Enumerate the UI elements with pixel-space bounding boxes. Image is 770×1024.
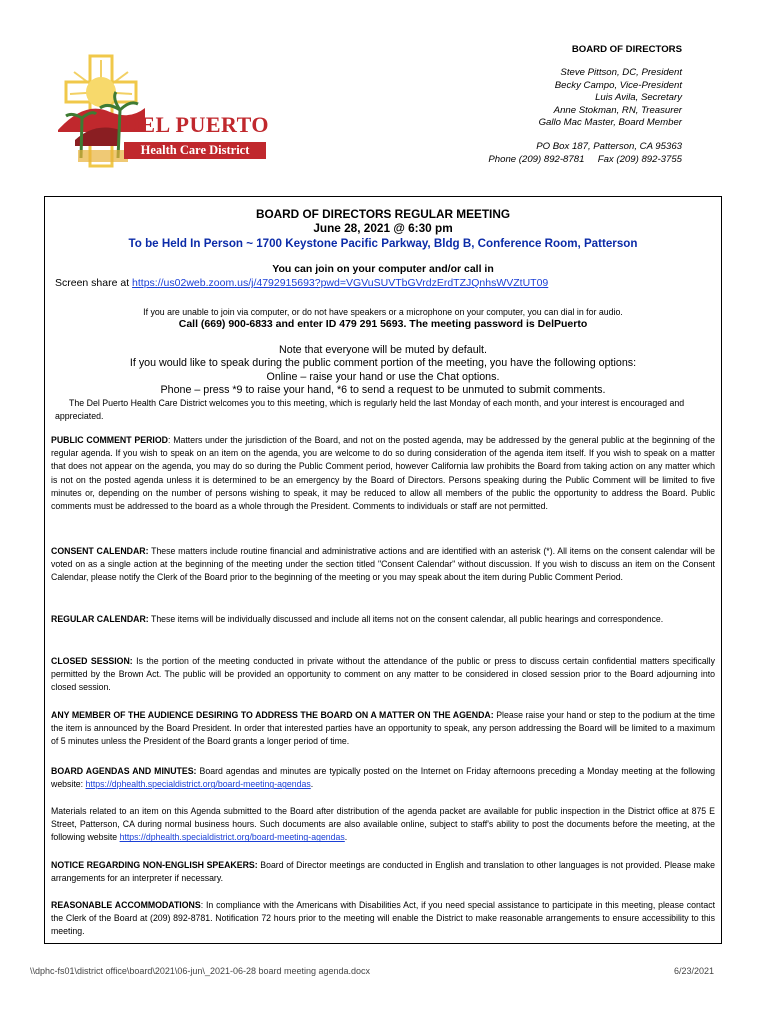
section-label: PUBLIC COMMENT PERIOD — [51, 435, 168, 445]
zoom-link[interactable]: https://us02web.zoom.us/j/4792915693?pwd=VGVuSUVTbGVrdzErdTZJQnhsWVZtUT09 — [132, 277, 549, 289]
welcome-text: The Del Puerto Health Care District welcomes you to this meeting, which is regularly held the last Monday of each month, and your interest is encouraged and appreciated. — [55, 398, 685, 421]
section-label: NOTICE REGARDING NON-ENGLISH SPEAKERS: — [51, 860, 258, 870]
section-text: : In compliance with the Americans with Disabilities Act, if you need special assistance to participate in this meeting, please contact the Clerk of the Board at (209) 892-8781. Notification 72 hours prior to the meeting will enable the District to make reasonable arrangements to ensure accessibility to this meeting. — [51, 900, 716, 937]
district-logo — [50, 50, 272, 172]
section-label: CONSENT CALENDAR: — [51, 546, 149, 556]
meeting-title: BOARD OF DIRECTORS REGULAR MEETING — [255, 207, 511, 221]
section-text-end: . — [310, 779, 314, 790]
section-text: These items will be individually discussed and include all items not on the consent calendar, all public hearings and correspondence. — [148, 614, 664, 624]
closed-session-section — [51, 655, 715, 695]
section-text: Board agendas and minutes are typically posted on the Internet on Friday afternoons preceding a Monday meeting at the following website: — [51, 766, 715, 790]
section-text: : Matters under the jurisdiction of the Board, and not on the posted agenda, may be addressed by the general public at the beginning of the regular agenda. If you wish to speak on an item on the agenda, you are welcome to do so during consideration of the agenda item itself. If you wish to speak on a matter that does not appear on the agenda, you may do so during the Public Comment period, however California law prohibits the Board from taking action on any matter which is not on the posted agenda unless it is determined to be an emergency by the Board of Directors. Persons speaking during the Public Comment will be limited to five minutes or, depending on the number of persons wishing to speak, it may be reduced to allow all members of the public the opportunity to address the Board. Public comments must be addressed to the board as a whole through the President. Comments to individuals or staff are not permitted. — [51, 435, 716, 512]
logo-name-line1: DEL PUERTO — [124, 112, 270, 137]
board-member: Steve Pittson, DC, President — [560, 67, 682, 79]
call-in-details: Call (669) 900-6833 and enter ID 479 291 5693. The meeting password is DelPuerto — [178, 318, 588, 330]
public-comment-section — [51, 434, 715, 513]
section-label: CLOSED SESSION: — [51, 656, 133, 666]
fax-number: Fax (209) 892-3755 — [597, 153, 682, 165]
section-text: Please raise your hand or step to the podium at the time the item is announced by the Board President. In order that interested parties have an opportunity to speak, any person addressing the Board will be limited to a maximum of 5 minutes unless the President of the Board grants a longer period of time. — [51, 710, 715, 747]
board-member: Becky Campo, Vice-President — [554, 79, 682, 91]
logo-name-line2: Health Care District — [124, 142, 266, 159]
section-text: These matters include routine financial and administrative actions and are identified with an asterisk (*). All items on the consent calendar will be voted on as a single action at the beginning of the meeting under the section titled "Consent Calendar" without discussion. If you wish to discuss an item on the Consent Calendar, please notify the Clerk of the Board prior to the beginning of the meeting or you may speak about the item during Public Comment Period. — [51, 546, 715, 583]
accommodations-section — [51, 899, 715, 939]
section-text: Is the portion of the meeting conducted in private without the attendance of the public or press to discuss certain confidential matters specifically permitted by the Brown Act. The public will be provided an opportunity to comment on any matter to be considered in closed session prior to the Board adjourning into closed session. — [51, 656, 715, 693]
board-member: Luis Avila, Secretary — [595, 92, 682, 104]
agendas-minutes-section — [51, 765, 715, 791]
consent-calendar-section — [51, 545, 715, 585]
section-label: REASONABLE ACCOMMODATIONS — [51, 900, 201, 910]
board-member: Anne Stokman, RN, Treasurer — [553, 104, 682, 116]
section-label: ANY MEMBER OF THE AUDIENCE DESIRING TO ADDRESS THE BOARD ON A MATTER ON THE AGENDA: — [51, 710, 494, 720]
section-text: Board of Director meetings are conducted in English and translation to other languages is not provided. Please make arrangements for an interpreter if necessary. — [51, 860, 716, 884]
regular-calendar-section — [51, 613, 715, 626]
screen-share-line — [55, 277, 548, 289]
meeting-date: June 28, 2021 @ 6:30 pm — [313, 221, 453, 235]
non-english-section — [51, 859, 715, 885]
mute-instructions — [45, 344, 721, 398]
phone-number: Phone (209) 892-8781 — [488, 153, 585, 165]
mute-line: Online – raise your hand or use the Chat options. — [266, 370, 500, 383]
board-member: Gallo Mac Master, Board Member — [538, 117, 682, 129]
section-text: Materials related to an item on this Agenda submitted to the Board after distribution of the agenda packet are available for public inspection in the District office at 875 E Street, Patterson, CA during normal business hours. Such documents are also available online, subject to staff's ability to post the documents before the meeting, at the following website — [51, 806, 715, 843]
join-instructions: You can join on your computer and/or call in — [272, 263, 494, 275]
board-heading: BOARD OF DIRECTORS — [571, 44, 682, 55]
board-of-directors-block — [430, 44, 682, 166]
screen-share-label: Screen share at — [55, 277, 133, 289]
agenda-notice-box — [44, 196, 722, 944]
district-address: PO Box 187, Patterson, CA 95363 — [536, 141, 682, 153]
agendas-link[interactable]: https://dphealth.specialdistrict.org/board-meeting-agendas — [85, 779, 311, 790]
audience-section — [51, 709, 715, 749]
materials-link[interactable]: https://dphealth.specialdistrict.org/board-meeting-agendas — [119, 832, 345, 843]
section-label: BOARD AGENDAS AND MINUTES: — [51, 766, 197, 776]
mute-line: If you would like to speak during the public comment portion of the meeting, you have the following options: — [129, 357, 637, 370]
meeting-location: To be Held In Person ~ 1700 Keystone Pacific Parkway, Bldg B, Conference Room, Patterson — [128, 237, 638, 250]
section-text-end: . — [344, 832, 348, 843]
section-label: REGULAR CALENDAR: — [51, 614, 149, 624]
dial-in-note: If you are unable to join via computer, or do not have speakers or a microphone on your computer, you can dial in for audio. — [143, 307, 623, 317]
mute-line: Note that everyone will be muted by default. — [279, 344, 487, 356]
mute-line: Phone – press *9 to raise your hand, *6 to send a request to be unmuted to submit comments. — [160, 384, 606, 397]
footer-date: 6/23/2021 — [673, 966, 714, 976]
footer-file-path: \\dphc-fs01\district office\board\2021\06-jun\_2021-06-28 board meeting agenda.docx — [30, 966, 371, 976]
contact-phones — [430, 154, 682, 166]
materials-section — [51, 805, 715, 845]
